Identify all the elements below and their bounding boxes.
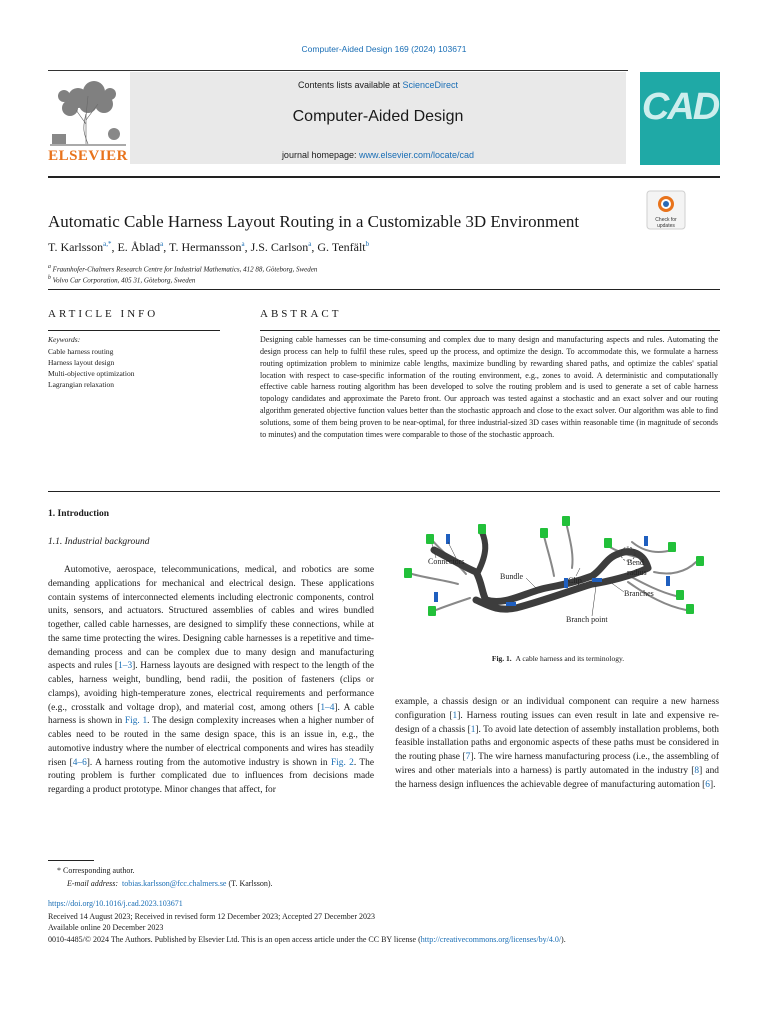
affiliation-a: $^a$ Fraunhofer-Chalmers Research Centre for Industrial Mathematics, 412 88, Göteborg, Sweden [48,264,318,274]
author-name: G. Tenfält [317,240,366,254]
keyword-list [48,346,134,390]
citation-link[interactable]: 1 [452,710,458,721]
author-affiliation-mark[interactable]: a [241,240,245,248]
keywords-rule [48,330,220,331]
sciencedirect-link[interactable]: ScienceDirect [402,80,459,90]
author-name: E. Åblad [117,240,161,254]
cable-harness-figure [396,512,720,632]
figure-label-bend: Bend [627,558,644,567]
affiliation-b: $^b$ Volvo Car Corporation, 405 31, Göteborg, Sweden [48,275,196,285]
keywords-label: Keywords: [48,335,81,344]
abstract-heading: ABSTRACT [260,308,342,320]
figure-label-clip: Clip [568,576,582,585]
doi-link[interactable]: https://doi.org/10.1016/j.cad.2023.103671 [48,899,183,908]
paper-title: Automatic Cable Harness Layout Routing in a Customizable 3D Environment [48,212,580,231]
connector [676,590,684,600]
header-rule [48,70,628,71]
figure-label-connectors: Connectors [428,557,465,566]
connector [478,524,486,534]
citation-link[interactable]: 1–4 [320,702,335,713]
clip [644,536,648,546]
author-list: T. Karlsson$^{a,*}$, E. Åblad$^a$, T. Hermansson$^a$, J.S. Carlson$^a$, G. Tenfält$^b$ [48,240,370,254]
figure-label-bundle: Bundle [500,572,524,581]
citation-link[interactable]: Fig. 2 [330,757,354,768]
connector [668,542,676,552]
keyword: Multi-objective optimization [48,369,135,378]
connector [686,604,694,614]
author-affiliation-mark[interactable]: a,* [103,240,112,248]
branch-cable [654,562,696,574]
left-column-text: Automotive, aerospace, telecommunications, medical, and robotics are some demanding applications for mechanical and electrical design. These applications contain systems of interconnected elements including electronic components, control units, sensors, and actuators. Structured assemblies of cables and wires bundled together, called cable harnesses, are designed to simplify these connections, while at the same time protecting the wires. Designing cable harnesses is a repetitive and time-demanding process and can be complex due to many design and manufacturing aspects and rules [1–3]. Harness layouts are designed with respect to the length of the cables, harness weight, bundling, bend radii, the position of fasteners (clips or clamps), avoiding high-temperature zones, electrical requirements and performance (e.g., crosstalk and voltage drop), and material cost, among others [1–4]. A cable harness is shown in Fig. 1. The design complexity increases when a higher number of cables need to be routed in the same design space, this is an issue in, e.g., the automotive industry where the number of electrical components and wires has steadily risen [4–6]. A harness routing from the automotive industry is shown in Fig. 2. The routing problem is further complicated due to influences from decisions made regarding a product prototype. Minor changes that affect, for [48,565,375,795]
clip [666,576,670,586]
abstract-rule [260,330,720,331]
connector [426,534,434,544]
branch-cable [412,574,458,584]
figure-caption: Fig. 1. A cable harness and its terminology. [491,654,625,663]
author-name: T. Hermansson [169,240,242,254]
keyword: Harness layout design [48,358,115,367]
citation-link[interactable]: Fig. 1 [124,716,148,727]
corresponding-author-note: * Corresponding author. [57,866,135,875]
citation-link[interactable]: 6 [705,779,710,790]
author-affiliation-mark[interactable]: b [365,240,370,248]
connector [562,516,570,526]
right-column-text: example, a chassis design or an individual component can require a new harness configuration [1]. Harness routing issues can even result in late and expensive re-design of a chassis [1]. To avoid late detection of assembly installation problems, both feasible installation paths and ergonomic aspects of these paths must be considered in the routing phase [7]. The wire harness manufacturing process (i.e., the assembling of wires and other materials into a harness) is partly automated in the industry [8] and the harness design influences the achievable degree of manufacturing automation [6]. [395,697,719,790]
connector [428,606,436,616]
figure-label-branch-point: Branch point [566,615,608,624]
citation-link[interactable]: 8 [694,765,700,776]
connector [540,528,548,538]
author-affiliation-mark[interactable]: a [308,240,312,248]
author-name: J.S. Carlson [250,240,309,254]
citation-link[interactable]: 1–3 [118,661,133,672]
journal-reference[interactable]: Computer-Aided Design 169 (2024) 103671 [301,44,467,54]
footnote-rule [48,860,94,861]
check-for-updates-label: Check for updates [655,217,677,229]
connector [404,568,412,578]
homepage-link[interactable]: www.elsevier.com/locate/cad [359,150,475,160]
subsection-heading: 1.1. Industrial background [48,537,150,547]
keyword: Cable harness routing [48,347,114,356]
available-online: Available online 20 December 2023 [48,923,164,932]
clip [592,578,602,582]
header-divider [48,176,720,178]
journal-homepage: journal homepage: www.elsevier.com/locate/cad [281,150,475,160]
figure-label-branches: Branches [624,589,654,598]
connector [696,556,704,566]
journal-title: Computer-Aided Design [292,108,464,125]
contents-availability: Contents lists available at ScienceDirect [297,80,459,90]
figure-label-radius: radius [627,568,647,577]
branch-cable [436,598,470,610]
cover-title: CAD [641,86,719,128]
license-link[interactable]: http://creativecommons.org/licenses/by/4.0/ [420,935,562,944]
abstract-text: Designing cable harnesses can be time-consuming and complex due to many design and manufacturing aspects and rules. Automating the design process can help to fulfil these rules, speed up the process, and optimize the design. To accommodate this, we formulate a harness routing optimization problem to minimize cable lengths, maximize bundling by rewarding shared paths, and optimize the cables' spatial location with respect to case-specific information of the routing environment, e.g., zones to avoid. A deterministic and computationally effective cable harness routing algorithm has been developed to solve the routing problem and is used to generate a set of cable harness topology candidates and approximate the Pareto front. Our approach was tested against a stochastic and an exact solver and our routing algorithm generated objective function values better than the stochastic approach and close to the exact solver. Our algorithm was able to find solutions, some of them being proven to be near-optimal, for three industrial-sized 3D cases within reasonable time (in magnitude of seconds to minutes) and the computation times were comparable to those of the stochastic approach. [260,335,718,439]
branch-cable [566,522,573,568]
publisher-logo-text: ELSEVIER [48,148,128,164]
citation-link[interactable]: 4–6 [72,757,87,768]
license-note: 0010-4485/© 2024 The Authors. Published by Elsevier Ltd. This is an open access article under the CC BY license (http://creativecommons.org/licenses/by/4.0/). [48,935,566,944]
clip [434,592,438,602]
article-info-heading: ARTICLE INFO [48,308,159,320]
citation-link[interactable]: 7 [465,752,471,762]
abstract-divider [48,491,720,492]
title-divider [48,289,720,290]
citation-link[interactable]: 1 [470,724,476,735]
author-name: T. Karlsson [48,240,104,254]
keyword: Lagrangian relaxation [48,380,115,389]
email-link[interactable]: tobias.karlsson@fcc.chalmers.se [122,879,227,888]
clip [506,602,516,606]
received-dates: Received 14 August 2023; Received in revised form 12 December 2023; Accepted 27 December 2023 [48,912,376,921]
author-affiliation-mark[interactable]: a [160,240,164,248]
branch-cable [544,536,554,576]
connector [604,538,612,548]
section-heading: 1. Introduction [48,509,110,519]
email-note: E-mail address: tobias.karlsson@fcc.chalmers.se (T. Karlsson). [67,879,273,888]
